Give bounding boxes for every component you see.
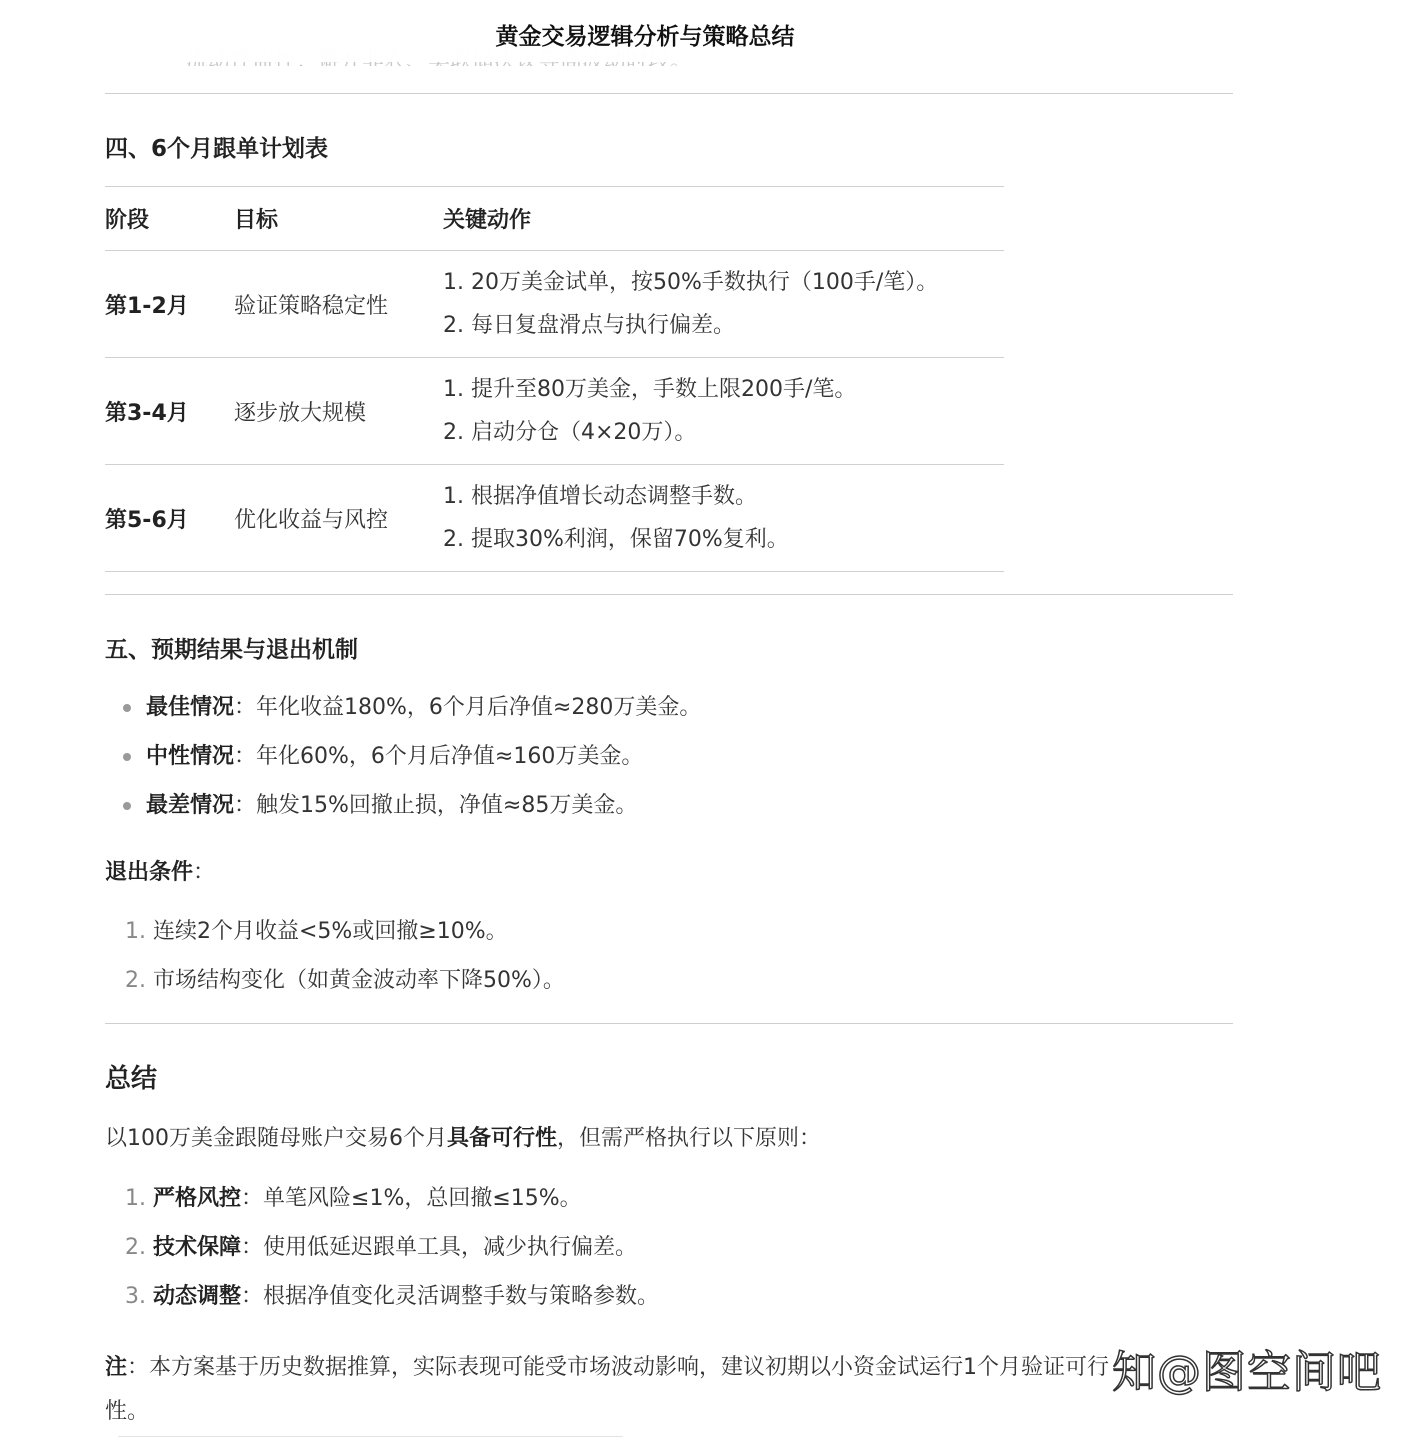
- goal-cell: 验证策略稳定性: [234, 251, 443, 358]
- action-item: 1. 根据净值增长动态调整手数。: [443, 484, 757, 509]
- item-text: ：触发15%回撤止损，净值≈85万美金。: [234, 793, 638, 818]
- item-number: 2.: [125, 968, 146, 993]
- section-heading-plan: 四、6个月跟单计划表: [105, 136, 329, 162]
- plan-table: [105, 186, 1004, 572]
- item-label: 最佳情况: [146, 695, 235, 720]
- item-text: ：单笔风险≤1%，总回撤≤15%。: [241, 1186, 582, 1211]
- list-item: [105, 781, 701, 830]
- item-label: 严格风控: [153, 1186, 242, 1211]
- item-number: 2.: [125, 1235, 146, 1260]
- summary-intro: [105, 1121, 821, 1152]
- divider: [105, 594, 1233, 595]
- column-header: 阶段: [105, 187, 234, 251]
- bottom-edge-fragment: [118, 1436, 623, 1441]
- divider: [105, 1023, 1233, 1024]
- exit-conditions-list: [105, 907, 565, 1005]
- bullet-icon: [123, 704, 131, 712]
- divider: [105, 93, 1233, 94]
- stage-cell: 第1-2月: [105, 251, 234, 358]
- list-item: [105, 1272, 659, 1321]
- summary-heading: 总结: [105, 1064, 158, 1094]
- note-tail: 性。: [105, 1399, 150, 1424]
- exit-conditions-label: [105, 855, 215, 886]
- item-number: 3.: [125, 1284, 146, 1309]
- intro-text: 以100万美金跟随母账户交易6个月: [105, 1126, 447, 1151]
- list-item: [105, 1174, 659, 1223]
- goal-cell: 逐步放大规模: [234, 358, 443, 465]
- table-row: [105, 358, 1004, 465]
- list-item: [105, 1223, 659, 1272]
- note-label: 注: [105, 1355, 128, 1380]
- table-header-row: [105, 187, 1004, 251]
- list-item: [105, 907, 565, 956]
- column-header: 目标: [234, 187, 443, 251]
- actions-cell: [443, 465, 1004, 572]
- principles-list: [105, 1174, 659, 1321]
- exit-label-colon: ：: [193, 860, 216, 885]
- note-text: ：本方案基于历史数据推算，实际表现可能受市场波动影响，建议初期以小资金试运行1个月验证可行: [127, 1355, 1110, 1380]
- note-line: [105, 1346, 1115, 1390]
- list-item: [105, 956, 565, 1005]
- note-paragraph: [105, 1346, 1233, 1434]
- intro-text: ，但需严格执行以下原则：: [557, 1126, 822, 1151]
- intro-bold: 具备可行性: [447, 1126, 558, 1151]
- item-text: ：年化60%，6个月后净值≈160万美金。: [234, 744, 644, 769]
- item-text: ：年化收益180%，6个月后净值≈280万美金。: [234, 695, 702, 720]
- bullet-icon: [123, 753, 131, 761]
- header-bar: [0, 0, 1420, 62]
- exit-label-bold: 退出条件: [105, 860, 194, 885]
- actions-cell: [443, 358, 1004, 465]
- item-label: 技术保障: [153, 1235, 242, 1260]
- document-title: 黄金交易逻辑分析与策略总结: [495, 24, 795, 50]
- results-bullet-list: [105, 683, 701, 830]
- table-row: [105, 251, 1004, 358]
- list-item: [105, 732, 701, 781]
- item-label: 中性情况: [146, 744, 235, 769]
- item-number: 1.: [125, 919, 146, 944]
- action-item: 2. 提取30%利润，保留70%复利。: [443, 527, 789, 552]
- action-item: 2. 启动分仓（4×20万）。: [443, 420, 697, 445]
- action-item: 1. 20万美金试单，按50%手数执行（100手/笔）。: [443, 270, 939, 295]
- section-heading-results: 五、预期结果与退出机制: [105, 637, 358, 663]
- bullet-icon: [123, 802, 131, 810]
- action-item: 1. 提升至80万美金，手数上限200手/笔。: [443, 377, 857, 402]
- item-number: 1.: [125, 1186, 146, 1211]
- item-text: 市场结构变化（如黄金波动率下降50%）。: [153, 968, 565, 993]
- action-item: 2. 每日复盘滑点与执行偏差。: [443, 313, 735, 338]
- stage-cell: 第3-4月: [105, 358, 234, 465]
- watermark-logo: 知@图空间吧: [1112, 1347, 1382, 1398]
- column-header: 关键动作: [443, 187, 1004, 251]
- goal-cell: 优化收益与风控: [234, 465, 443, 572]
- stage-cell: 第5-6月: [105, 465, 234, 572]
- table-row: [105, 465, 1004, 572]
- item-text: 连续2个月收益<5%或回撤≥10%。: [153, 919, 508, 944]
- item-label: 动态调整: [153, 1284, 242, 1309]
- item-label: 最差情况: [146, 793, 235, 818]
- actions-cell: [443, 251, 1004, 358]
- item-text: ：使用低延迟跟单工具，减少执行偏差。: [241, 1235, 638, 1260]
- item-text: ：根据净值变化灵活调整手数与策略参数。: [241, 1284, 660, 1309]
- list-item: [105, 683, 701, 732]
